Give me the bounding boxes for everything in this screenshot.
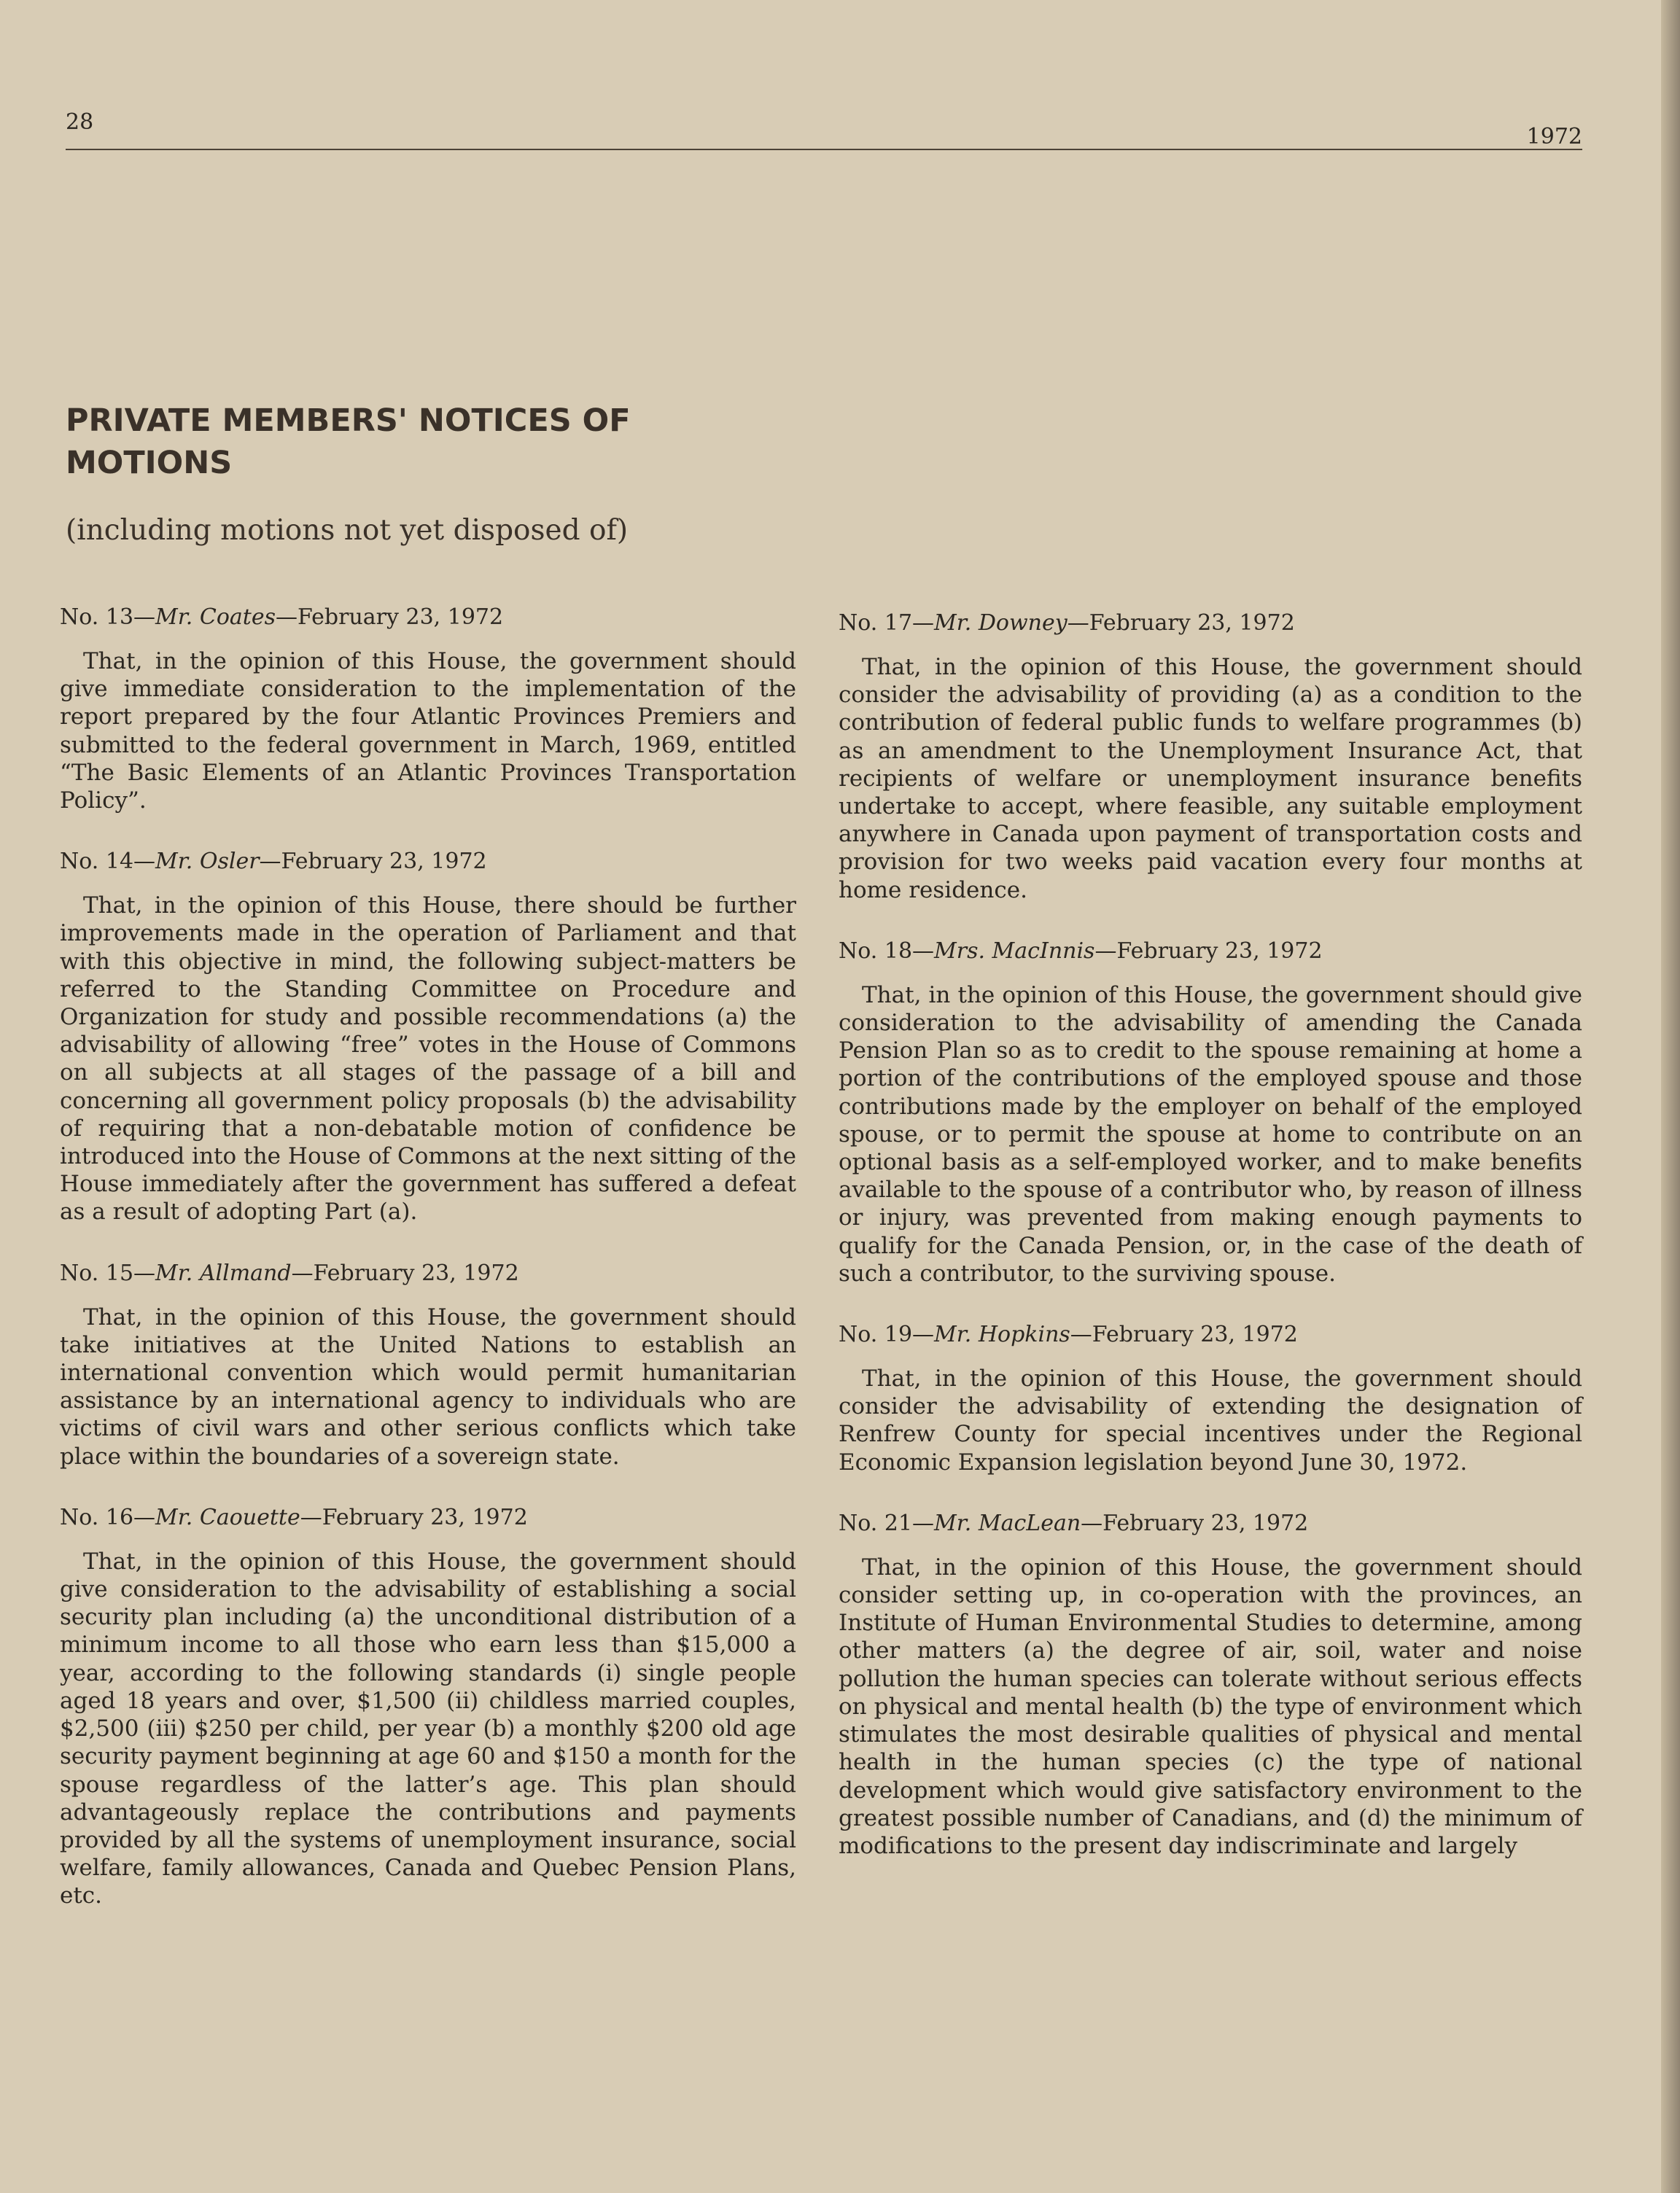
notice-number: No. 14 bbox=[60, 849, 134, 875]
notice-header: No. 13—Mr. Coates—February 23, 1972 bbox=[60, 604, 504, 630]
notice-header: No. 15—Mr. Allmand—February 23, 1972 bbox=[60, 1260, 519, 1286]
right-column bbox=[839, 609, 1582, 1893]
section-title: PRIVATE MEMBERS' NOTICES OF MOTIONS bbox=[66, 402, 631, 481]
notice-text: That, in the opinion of this House, the government should give consideration to the advisability of establishing a social security plan including (a) the unconditional distribution of a minimum income to all those who earn less than $15,000 a year, according to the following standards (i) single people aged 18 years and over, $1,500 (ii) childless married couples, $2,500 (iii) $250 per child, per year (b) a monthly $200 old age security payment beginning at age 60 and $150 a month for the spouse regardless of the latter’s age. This plan should advantageously replace the contributions and payments provided by all the systems of unemployment insurance, social welfare, family allowances, Canada and Quebec Pension Plans, etc. bbox=[60, 1548, 796, 1909]
notice-16 bbox=[60, 1504, 796, 1910]
notice-header: No. 14—Mr. Osler—February 23, 1972 bbox=[60, 849, 487, 875]
notice-14 bbox=[60, 848, 796, 1226]
notice-text: That, in the opinion of this House, the government should give consideration to the advisability of amending the Canada Pension Plan so as to credit to the spouse remaining at home a portion of the contributions of the employed spouse and those contributions made by the employer on behalf of the employed spouse, or to permit the spouse at home to contribute on an optional basis as a self-employed worker, and to make benefits available to the spouse of a contributor who, by reason of illness or injury, was prevented from making enough payments to qualify for the Canada Pension, or, in the case of the death of such a contributor, to the surviving spouse. bbox=[839, 981, 1582, 1287]
notice-mover: Mr. MacLean bbox=[934, 1510, 1081, 1536]
notice-date: February 23, 1972 bbox=[1116, 938, 1323, 964]
notice-mover: Mr. Allmand bbox=[155, 1260, 292, 1286]
notice-header: No. 17—Mr. Downey—February 23, 1972 bbox=[839, 610, 1295, 636]
notice-header: No. 16—Mr. Caouette—February 23, 1972 bbox=[60, 1504, 528, 1530]
notice-date: February 23, 1972 bbox=[297, 604, 504, 630]
notice-text: That, in the opinion of this House, the government should consider the advisability of extending the designation of Renfrew County for special incentives under the Regional Economic Expansion legislation beyond June 30, 1972. bbox=[839, 1366, 1582, 1476]
page-edge-shadow bbox=[1661, 0, 1680, 2193]
notice-date: February 23, 1972 bbox=[322, 1504, 528, 1530]
notice-number: No. 21 bbox=[839, 1510, 913, 1536]
notice-number: No. 15 bbox=[60, 1260, 134, 1286]
notice-text: That, in the opinion of this House, there should be further improvements made in the operation of Parliament and that with this objective in mind, the following subject-matters be referred to the Standing Committee on Procedure and Organization for study and possible recommendations (a) the advisability of allowing “free” votes in the House of Commons on all subjects at all stages of the passage of a bill and concerning all government policy proposals (b) the advisability of requiring that a non-debatable motion of confidence be introduced into the House of Commons at the next sitting of the House immediately after the government has suffered a defeat as a result of adopting Part (a). bbox=[60, 892, 796, 1226]
notice-mover: Mr. Coates bbox=[155, 604, 276, 630]
notice-19 bbox=[839, 1321, 1582, 1476]
section-subtitle: (including motions not yet disposed of) bbox=[66, 514, 629, 547]
notice-header: No. 21—Mr. MacLean—February 23, 1972 bbox=[839, 1510, 1309, 1536]
notice-mover: Mr. Osler bbox=[155, 849, 260, 875]
notice-date: February 23, 1972 bbox=[1089, 610, 1295, 636]
notice-text: That, in the opinion of this House, the government should give immediate consideration to the implementation of the report prepared by the four Atlantic Provinces Premiers and submitted to the federal government in March, 1969, entitled “The Basic Elements of an Atlantic Provinces Transportation Policy”. bbox=[60, 648, 796, 814]
notice-date: February 23, 1972 bbox=[313, 1260, 519, 1286]
notice-17 bbox=[839, 609, 1582, 904]
notice-text: That, in the opinion of this House, the government should take initiatives at the United Nations to establish an international convention which would permit humanitarian assistance by an international agency to individuals who are victims of civil wars and other serious conflicts which take place within the boundaries of a sovereign state. bbox=[60, 1304, 796, 1470]
notice-date: February 23, 1972 bbox=[1102, 1510, 1309, 1536]
notice-mover: Mrs. MacInnis bbox=[934, 938, 1095, 964]
notice-header: No. 19—Mr. Hopkins—February 23, 1972 bbox=[839, 1322, 1298, 1348]
notice-21 bbox=[839, 1510, 1582, 1860]
notice-date: February 23, 1972 bbox=[1092, 1322, 1298, 1348]
page-number: 28 bbox=[66, 109, 94, 135]
page-year: 1972 bbox=[1526, 124, 1582, 149]
notice-mover: Mr. Hopkins bbox=[934, 1322, 1070, 1348]
notice-text: That, in the opinion of this House, the government should consider setting up, in co-operation with the provinces, an Institute of Human Environmental Studies to determine, among other matters (a) the degree of air, soil, water and noise pollution the human species can tolerate without serious effects on physical and mental health (b) the type of environment which stimulates the most desirable qualities of physical and mental health in the human species (c) the type of national development which would give satisfactory environment to the greatest possible number of Canadians, and (d) the minimum of modifications to the present day indiscriminate and largely bbox=[839, 1554, 1582, 1859]
notice-13 bbox=[60, 604, 796, 814]
notice-number: No. 13 bbox=[60, 604, 134, 630]
notice-text: That, in the opinion of this House, the government should consider the advisability of providing (a) as a condition to the contribution of federal public funds to welfare programmes (b) as an amendment to the Unemployment Insurance Act, that recipients of welfare or unemployment insurance benefits undertake to accept, where feasible, any suitable employment anywhere in Canada upon payment of transportation costs and provision for two weeks paid vacation every four months at home residence. bbox=[839, 654, 1582, 903]
notice-15 bbox=[60, 1260, 796, 1471]
notice-number: No. 17 bbox=[839, 610, 913, 636]
running-head bbox=[66, 109, 1582, 150]
notice-mover: Mr. Caouette bbox=[155, 1504, 300, 1530]
notice-18 bbox=[839, 938, 1582, 1288]
notice-number: No. 16 bbox=[60, 1504, 134, 1530]
notice-header: No. 18—Mrs. MacInnis—February 23, 1972 bbox=[839, 938, 1323, 964]
notice-number: No. 19 bbox=[839, 1322, 913, 1348]
notice-mover: Mr. Downey bbox=[934, 610, 1068, 636]
left-column bbox=[60, 604, 796, 1944]
notice-number: No. 18 bbox=[839, 938, 913, 964]
notice-date: February 23, 1972 bbox=[281, 849, 487, 875]
